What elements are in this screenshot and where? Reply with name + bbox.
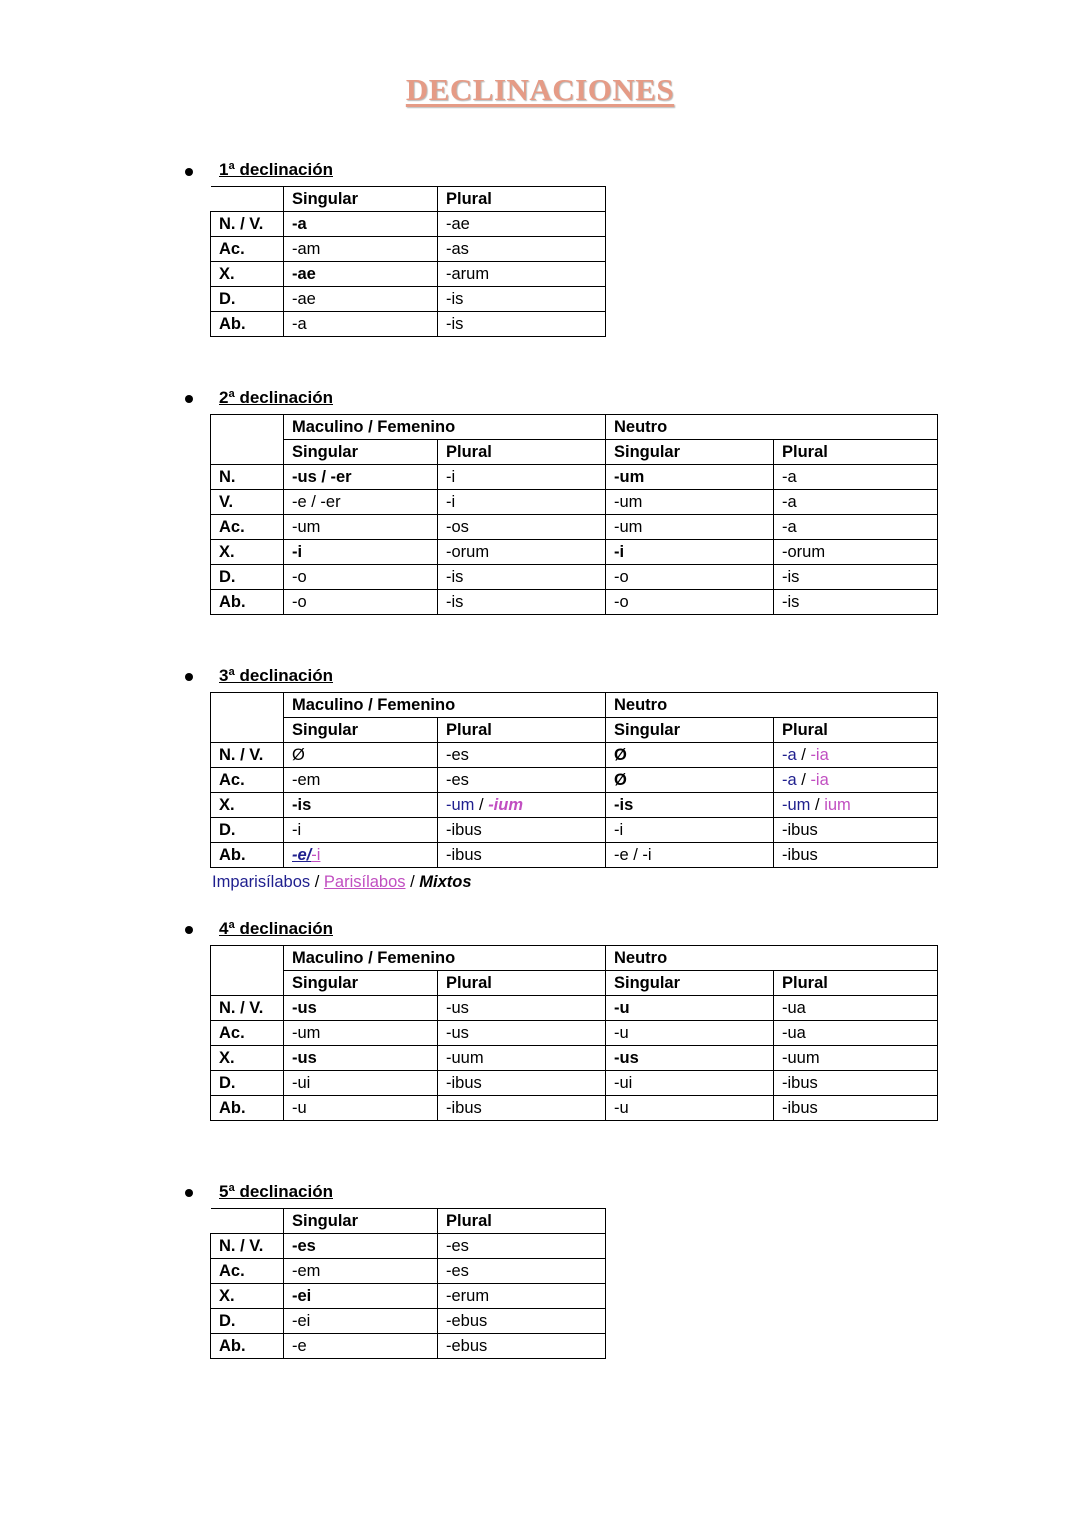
ending-cell: -a (774, 465, 938, 490)
ending-cell: -os (438, 515, 606, 540)
bullet-icon (185, 168, 193, 176)
ending-cell: -ui (284, 1071, 438, 1096)
ending-cell: -o (284, 565, 438, 590)
ending-cell: -ibus (774, 1071, 938, 1096)
case-label: N. / V. (211, 996, 284, 1021)
ending-cell: -ibus (774, 1096, 938, 1121)
ending-cell: -o (284, 590, 438, 615)
header-plural: Plural (774, 440, 938, 465)
ending-cell: -i (606, 818, 774, 843)
mixto-ending: -ium (488, 795, 524, 814)
table-decl4 (210, 945, 938, 1121)
corner-cell (211, 1209, 284, 1234)
legend-mixtos: Mixtos (419, 873, 472, 891)
case-label: N. (211, 465, 284, 490)
header-plural: Plural (774, 718, 938, 743)
header-neutro: Neutro (606, 415, 938, 440)
ending-cell: -u (284, 1096, 438, 1121)
section-heading: 5ª declinación (219, 1182, 333, 1201)
header-singular: Singular (284, 718, 438, 743)
case-label: X. (211, 1046, 284, 1071)
ending-cell: -ibus (438, 1071, 606, 1096)
case-label: Ac. (211, 515, 284, 540)
ending-cell: -uum (774, 1046, 938, 1071)
case-label: X. (211, 540, 284, 565)
imparisilabo-ending: -a (782, 770, 797, 789)
ending-cell: -ei (284, 1284, 438, 1309)
case-label: X. (211, 793, 284, 818)
ending-cell: -is (774, 590, 938, 615)
ending-cell: -es (438, 743, 606, 768)
table-decl2 (210, 414, 938, 615)
case-label: D. (211, 565, 284, 590)
ending-cell: -i (438, 490, 606, 515)
ending-cell: -ibus (438, 843, 606, 868)
ending-cell: -um (606, 515, 774, 540)
ending-cell: -is (284, 793, 438, 818)
table-decl3 (210, 692, 938, 868)
ending-cell: -a (284, 212, 438, 237)
corner-cell (211, 415, 284, 440)
ending-cell: -em (284, 1259, 438, 1284)
ending-cell: Ø (606, 743, 774, 768)
header-plural: Plural (438, 1209, 606, 1234)
ending-cell (284, 843, 438, 868)
ending-cell: -us (438, 996, 606, 1021)
ending-cell: -es (438, 1234, 606, 1259)
case-label: Ab. (211, 1096, 284, 1121)
ending-cell: -i (284, 818, 438, 843)
header-neutro: Neutro (606, 693, 938, 718)
header-masc-fem: Maculino / Femenino (284, 946, 606, 971)
separator: / (796, 770, 811, 789)
ending-cell: -um (606, 465, 774, 490)
bullet-icon (185, 673, 193, 681)
imparisilabo-ending: -um (782, 795, 811, 814)
header-singular: Singular (284, 440, 438, 465)
case-label: Ab. (211, 590, 284, 615)
header-singular: Singular (284, 187, 438, 212)
case-label: Ac. (211, 768, 284, 793)
ending-cell: -a (774, 515, 938, 540)
ending-cell: Ø (284, 743, 438, 768)
ending-cell: -uum (438, 1046, 606, 1071)
ending-cell: -ae (284, 287, 438, 312)
parisilabo-ending: -ia (810, 745, 829, 764)
ending-cell: -ae (438, 212, 606, 237)
section-heading: 3ª declinación (219, 666, 333, 685)
imparisilabo-ending: -e/ (292, 845, 312, 864)
header-singular: Singular (284, 971, 438, 996)
ending-cell: -ae (284, 262, 438, 287)
ending-cell: -um (606, 490, 774, 515)
header-plural: Plural (438, 440, 606, 465)
ending-cell: -ibus (774, 843, 938, 868)
case-label: X. (211, 262, 284, 287)
ending-cell: -us (606, 1046, 774, 1071)
ending-cell (438, 793, 606, 818)
bullet-icon (185, 1189, 193, 1197)
case-label: D. (211, 1309, 284, 1334)
ending-cell: -us (438, 1021, 606, 1046)
ending-cell: -e (284, 1334, 438, 1359)
case-label: V. (211, 490, 284, 515)
ending-cell: -ibus (774, 818, 938, 843)
ending-cell: -orum (774, 540, 938, 565)
ending-cell: -ibus (438, 818, 606, 843)
ending-cell: -um (284, 1021, 438, 1046)
ending-cell: -is (438, 565, 606, 590)
corner-cell (211, 718, 284, 743)
case-label: Ab. (211, 1334, 284, 1359)
ending-cell: -ibus (438, 1096, 606, 1121)
ending-cell: -i (284, 540, 438, 565)
table-decl5 (210, 1208, 606, 1359)
header-neutro: Neutro (606, 946, 938, 971)
ending-cell (774, 793, 938, 818)
ending-cell: -a (284, 312, 438, 337)
ending-cell: -orum (438, 540, 606, 565)
separator: / (474, 795, 489, 814)
parisilabo-ending: ium (824, 795, 851, 814)
ending-cell: -u (606, 996, 774, 1021)
bullet-icon (185, 926, 193, 934)
ending-cell: -us (284, 1046, 438, 1071)
case-label: N. / V. (211, 743, 284, 768)
ending-cell: -us / -er (284, 465, 438, 490)
parisilabo-ending: -ia (810, 770, 829, 789)
separator: / (796, 745, 811, 764)
separator: / (810, 795, 825, 814)
ending-cell: -ui (606, 1071, 774, 1096)
case-label: Ab. (211, 843, 284, 868)
ending-cell: -i (438, 465, 606, 490)
header-masc-fem: Maculino / Femenino (284, 693, 606, 718)
corner-cell (211, 693, 284, 718)
table-decl1 (210, 186, 606, 337)
case-label: Ac. (211, 1021, 284, 1046)
ending-cell: -e / -i (606, 843, 774, 868)
ending-cell: -o (606, 565, 774, 590)
case-label: D. (211, 818, 284, 843)
ending-cell: Ø (606, 768, 774, 793)
legend-parisilabos: Parisílabos (323, 873, 406, 891)
case-label: Ab. (211, 312, 284, 337)
case-label: X. (211, 1284, 284, 1309)
ending-cell: -u (606, 1096, 774, 1121)
legend-note (212, 873, 472, 892)
case-label: N. / V. (211, 212, 284, 237)
corner-cell (211, 187, 284, 212)
header-singular: Singular (606, 440, 774, 465)
ending-cell: -a (774, 490, 938, 515)
legend-imparisilabos: Imparisílabos (212, 873, 311, 891)
ending-cell (774, 768, 938, 793)
corner-cell (211, 971, 284, 996)
separator: / (310, 873, 324, 891)
header-masc-fem: Maculino / Femenino (284, 415, 606, 440)
section-heading: 4ª declinación (219, 919, 333, 938)
ending-cell: -ebus (438, 1309, 606, 1334)
ending-cell: -o (606, 590, 774, 615)
section-heading: 2ª declinación (219, 388, 333, 407)
ending-cell: -u (606, 1021, 774, 1046)
header-singular: Singular (606, 718, 774, 743)
ending-cell: -am (284, 237, 438, 262)
ending-cell (774, 743, 938, 768)
header-singular: Singular (606, 971, 774, 996)
case-label: Ac. (211, 237, 284, 262)
ending-cell: -is (438, 312, 606, 337)
imparisilabo-ending: -um (446, 795, 475, 814)
case-label: D. (211, 1071, 284, 1096)
ending-cell: -as (438, 237, 606, 262)
ending-cell: -is (774, 565, 938, 590)
ending-cell: -es (438, 768, 606, 793)
section-heading: 1ª declinación (219, 160, 333, 179)
case-label: D. (211, 287, 284, 312)
header-plural: Plural (438, 971, 606, 996)
ending-cell: -em (284, 768, 438, 793)
ending-cell: -arum (438, 262, 606, 287)
ending-cell: -erum (438, 1284, 606, 1309)
header-singular: Singular (284, 1209, 438, 1234)
ending-cell: -is (606, 793, 774, 818)
ending-cell: -es (438, 1259, 606, 1284)
parisilabo-ending: -i (311, 845, 321, 864)
ending-cell: -es (284, 1234, 438, 1259)
imparisilabo-ending: -a (782, 745, 797, 764)
header-plural: Plural (438, 187, 606, 212)
ending-cell: -um (284, 515, 438, 540)
bullet-icon (185, 395, 193, 403)
ending-cell: -ua (774, 1021, 938, 1046)
ending-cell: -ua (774, 996, 938, 1021)
ending-cell: -is (438, 590, 606, 615)
header-plural: Plural (438, 718, 606, 743)
ending-cell: -ei (284, 1309, 438, 1334)
ending-cell: -i (606, 540, 774, 565)
case-label: Ac. (211, 1259, 284, 1284)
ending-cell: -e / -er (284, 490, 438, 515)
ending-cell: -is (438, 287, 606, 312)
ending-cell: -ebus (438, 1334, 606, 1359)
ending-cell: -us (284, 996, 438, 1021)
header-plural: Plural (774, 971, 938, 996)
separator: / (405, 873, 420, 891)
corner-cell (211, 946, 284, 971)
page-title: DECLINACIONES (405, 72, 675, 107)
case-label: N. / V. (211, 1234, 284, 1259)
corner-cell (211, 440, 284, 465)
